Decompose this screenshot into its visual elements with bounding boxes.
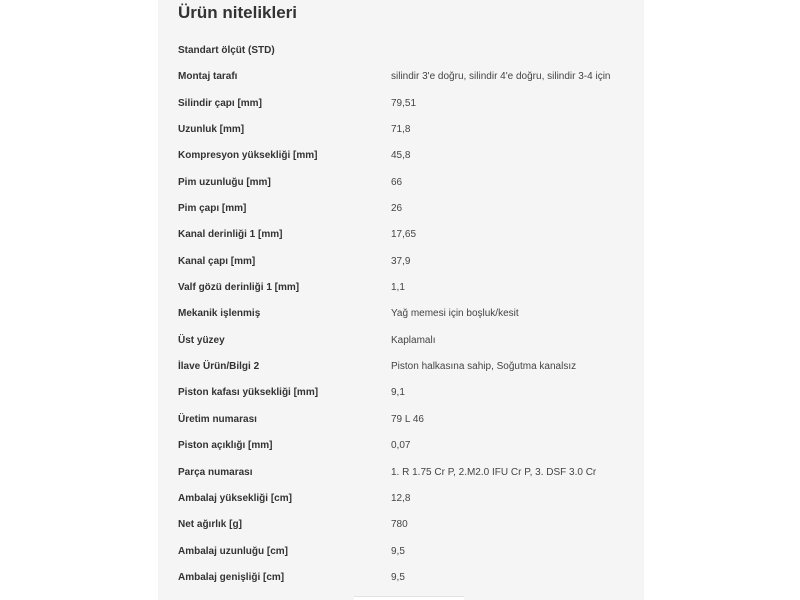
attribute-label: Montaj tarafı <box>178 71 238 83</box>
attribute-label: Uzunluk [mm] <box>178 124 245 136</box>
attribute-label: Kompresyon yüksekliği [mm] <box>178 150 318 162</box>
attribute-row <box>158 64 644 90</box>
attribute-row <box>158 433 644 459</box>
attribute-row <box>158 380 644 406</box>
attribute-value: 1,1 <box>391 282 405 294</box>
attribute-row <box>158 539 644 565</box>
attribute-label: Ambalaj yüksekliği [cm] <box>178 492 292 504</box>
attribute-value: silindir 3'e doğru, silindir 4'e doğru, silindir 3-4 için <box>391 71 611 83</box>
attribute-label: Parça numarası <box>178 466 253 478</box>
attribute-label: Üretim numarası <box>178 413 257 425</box>
attribute-row <box>158 407 644 433</box>
attribute-value: 12,8 <box>391 492 411 504</box>
attribute-row <box>158 222 644 248</box>
attribute-label: Pim çapı [mm] <box>178 203 247 215</box>
attribute-label: İlave Ürün/Bilgi 2 <box>178 361 260 373</box>
product-attributes-panel <box>158 0 644 600</box>
attribute-row <box>158 486 644 512</box>
attribute-label: Pim uzunluğu [mm] <box>178 176 271 188</box>
attribute-value: Piston halkasına sahip, Soğutma kanalsız <box>391 361 577 373</box>
attribute-row <box>158 354 644 380</box>
attribute-label: Piston kafası yüksekliği [mm] <box>178 387 319 399</box>
section-title: Ürün nitelikleri <box>178 3 298 22</box>
attribute-value: 79,51 <box>391 97 417 109</box>
attribute-value: 9,1 <box>391 387 405 399</box>
attribute-value: 9,5 <box>391 545 405 557</box>
attribute-value: Yağ memesi için boşluk/kesit <box>391 308 519 320</box>
attribute-label: Silindir çapı [mm] <box>178 97 262 109</box>
attribute-row <box>158 91 644 117</box>
attribute-row <box>158 328 644 354</box>
attribute-row <box>158 170 644 196</box>
attribute-value: 79 L 46 <box>391 413 424 425</box>
attribute-row <box>158 301 644 327</box>
attribute-value: 66 <box>391 176 403 188</box>
attribute-label: Üst yüzey <box>178 334 225 346</box>
attribute-value: 780 <box>391 519 408 531</box>
attribute-label: Standart ölçüt (STD) <box>178 45 275 56</box>
attribute-label: Ambalaj genişliği [cm] <box>178 571 285 583</box>
attribute-row <box>158 275 644 301</box>
attribute-value: 0,07 <box>391 440 411 452</box>
attribute-row <box>158 143 644 169</box>
attribute-value: 37,9 <box>391 255 411 267</box>
attribute-row <box>158 117 644 143</box>
bottom-tab[interactable] <box>354 596 464 600</box>
attribute-value: 9,5 <box>391 571 405 583</box>
attribute-label: Net ağırlık [g] <box>178 519 242 531</box>
attribute-value: 26 <box>391 203 403 215</box>
attribute-value: 1. R 1.75 Cr P, 2.M2.0 IFU Cr P, 3. DSF 3.0 Cr <box>391 466 597 478</box>
attribute-row <box>158 512 644 538</box>
attributes-table <box>158 38 644 591</box>
attribute-label: Valf gözü derinliği 1 [mm] <box>178 282 300 294</box>
attribute-label: Kanal derinliği 1 [mm] <box>178 229 283 241</box>
attribute-value: 17,65 <box>391 229 417 241</box>
attribute-value: 71,8 <box>391 124 411 136</box>
attribute-row <box>158 38 644 64</box>
attribute-value: 45,8 <box>391 150 411 162</box>
attribute-row <box>158 565 644 591</box>
attribute-value: Kaplamalı <box>391 334 436 346</box>
attribute-label: Piston açıklığı [mm] <box>178 440 273 452</box>
attribute-label: Kanal çapı [mm] <box>178 255 256 267</box>
attribute-row <box>158 196 644 222</box>
attribute-label: Ambalaj uzunluğu [cm] <box>178 545 288 557</box>
attribute-label: Mekanik işlenmiş <box>178 308 261 320</box>
attribute-row <box>158 249 644 275</box>
attribute-row <box>158 460 644 486</box>
